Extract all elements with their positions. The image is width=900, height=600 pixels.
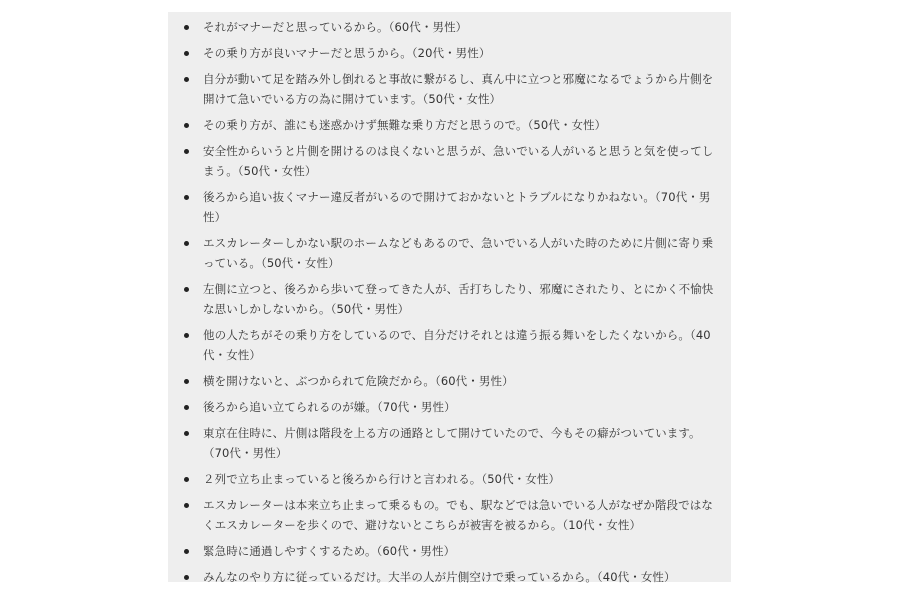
list-item — [176, 397, 721, 417]
list-item-text: それがマナーだと思っているから。（60代・男性） — [203, 20, 468, 34]
list-item-text: 左側に立つと、後ろから歩いて登ってきた人が、舌打ちしたり、邪魔にされたり、とにかく不愉快な思いしかしないから。（50代・男性） — [203, 282, 714, 316]
list-item — [176, 69, 721, 109]
list-item — [176, 17, 721, 37]
list-item-text: 横を開けないと、ぶつかられて危険だから。（60代・男性） — [203, 374, 514, 388]
bullet-icon — [184, 25, 189, 30]
list-item-text: みんなのやり方に従っているだけ。大半の人が片側空けで乗っているから。（40代・女性） — [203, 570, 676, 584]
list-item — [176, 371, 721, 391]
bullet-icon — [184, 51, 189, 56]
bullet-icon — [184, 195, 189, 200]
list-item — [176, 541, 721, 561]
bullet-icon — [184, 241, 189, 246]
list-item-text: 他の人たちがその乗り方をしているので、自分だけそれとは違う振る舞いをしたくないから。（40代・女性） — [203, 328, 711, 362]
list-item — [176, 495, 721, 535]
bullet-icon — [184, 405, 189, 410]
bullet-icon — [184, 431, 189, 436]
response-list — [176, 17, 721, 587]
list-item — [176, 141, 721, 181]
bullet-icon — [184, 333, 189, 338]
list-item — [176, 469, 721, 489]
list-item — [176, 233, 721, 273]
quote-panel — [168, 12, 731, 582]
list-item-text: エスカレーターしかない駅のホームなどもあるので、急いでいる人がいた時のために片側に寄り乗っている。（50代・女性） — [203, 236, 714, 270]
bullet-icon — [184, 379, 189, 384]
bullet-icon — [184, 123, 189, 128]
list-item-text: ２列で立ち止まっていると後ろから行けと言われる。（50代・女性） — [203, 472, 561, 486]
bullet-icon — [184, 503, 189, 508]
list-item — [176, 279, 721, 319]
list-item — [176, 115, 721, 135]
list-item-text: その乗り方が、誰にも迷惑かけず無難な乗り方だと思うので。（50代・女性） — [203, 118, 607, 132]
list-item-text: 自分が動いて足を踏み外し倒れると事故に繋がるし、真ん中に立つと邪魔になるでょうから片側を開けて急いでいる方の為に開けています。（50代・女性） — [203, 72, 714, 106]
list-item — [176, 567, 721, 587]
list-item-text: 安全性からいうと片側を開けるのは良くないと思うが、急いでいる人がいると思うと気を使ってしまう。（50代・女性） — [203, 144, 714, 178]
list-item-text: エスカレーターは本来立ち止まって乗るもの。でも、駅などでは急いでいる人がなぜか階段ではなくエスカレーターを歩くので、避けないとこちらが被害を被るから。（10代・女性） — [203, 498, 713, 532]
bullet-icon — [184, 149, 189, 154]
bullet-icon — [184, 287, 189, 292]
list-item-text: 後ろから追い抜くマナー違反者がいるので開けておかないとトラブルになりかねない。（70代・男性） — [203, 190, 711, 224]
bullet-icon — [184, 549, 189, 554]
list-item — [176, 187, 721, 227]
list-item — [176, 423, 721, 463]
list-item-text: 東京在住時に、片側は階段を上る方の通路として開けていたので、今もその癖がついています。（70代・男性） — [203, 426, 701, 460]
list-item — [176, 43, 721, 63]
bullet-icon — [184, 575, 189, 580]
bullet-icon — [184, 77, 189, 82]
list-item-text: その乗り方が良いマナーだと思うから。（20代・男性） — [203, 46, 491, 60]
list-item — [176, 325, 721, 365]
list-item-text: 後ろから追い立てられるのが嫌。（70代・男性） — [203, 400, 456, 414]
bullet-icon — [184, 477, 189, 482]
list-item-text: 緊急時に通過しやすくするため。（60代・男性） — [203, 544, 456, 558]
